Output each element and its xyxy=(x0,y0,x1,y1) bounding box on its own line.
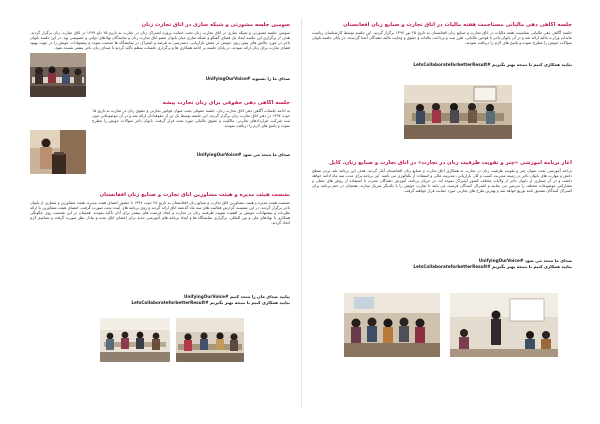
article-title: سومین جلسه مشورتی و شبکه سازی در اتاق تجارت زنان xyxy=(141,22,290,28)
photo-training-group xyxy=(344,293,440,357)
article-body: به ادامه جلسات آگاهی دهی اتاق تجارت زنان، جلسه حقوقی تحت عنوان قوانین تجارتی و حقوق زنان در تجارت به تاریخ ۱۵ حوت ۱۳۹۷ در دفتر اتاق تجارت زنان برگزار گردید. این جلسه توسط یک تن از حقوقدانان ارائه شد و در آن موضوعاتی چون ثبت شرکت، قراردادهای تجارتی، مالکیت و حقوق مالیاتی مورد بحث قرار گرفت. بانوان تاجر سوالات خویش را مطرح نموده و پاسخ های لازم را دریافت نمودند. xyxy=(92,108,290,129)
photo-board-meeting-right xyxy=(176,318,244,362)
article-body: سومین جلسه مشورتی و شبکه سازی در اتاق تجارت زنان تحت حمایت پروژه اشتراک زنان در تجارت به تاریخ ۲۵ دلو ۱۳۹۷ در اتاق تجارت زنان برگزار گردید. هدف از برگزاری این جلسه ایجاد یک فضای گفتگو و شبکه سازی میان بانوان عضو اتاق تجارت زنان و نمایندگان نهادهای دولتی و خصوصی بود. در این جلسه بانوان تاجر در مورد چالش های پیش روی خویش در بخش بازاریابی، دسترسی به قرضه و اشتراک در نمایشگاه ها صحبت نموده و پیشنهادات خویش را در جهت بهبود فضای تجارت برای زنان ارائه نمودند. در پایان جلسه بر ادامه همکاری ها و برگزاری جلسات منظم تأکید گردید تا صدای زنان تاجر بیشتر شنیده شود. xyxy=(30,30,290,51)
article-body: نشست هیئت مدیره و هیئت مشاورین اتاق تجارت و صنایع زنان افغانستان به تاریخ ۲۸ حوت ۱۳۹۷ با حضور اعضای هیئت مدیره، هیئت مشاورین و شماری از بانوان تاجر برگزار گردید. در این نشست گزارش فعالیت های سه ماه گذشته اتاق ارائه گردید و روی برنامه های آینده بحث صورت گرفت. اعضای هیئت مشاورین با ارائه نظریات و پیشنهادات خویش بر اهمیت تقویت ظرفیت زنان در تجارت و ایجاد فرصت های بیشتر برای آنان تأکید نمودند. همچنان در این نشست روی چگونگی همکاری با نهادهای ملی و بین المللی، برگزاری نمایشگاه ها و ایجاد برنامه های آموزشی جدید برای اعضای اتاق بحث و تبادل نظر صورت گرفت و تصامیم لازم اتخاذ گردید. xyxy=(30,200,290,226)
hashtag-line: بیایید همکاری کنیم تا نتیجه بهتر بگیریم #LetsCollaborateforbetterResult xyxy=(413,263,572,269)
photo-board-meeting-left xyxy=(100,318,170,362)
column-divider xyxy=(301,18,302,408)
photo-trainer-presentation xyxy=(450,293,558,357)
photo-tax-session xyxy=(404,85,512,139)
article-left-1-text-beside-photo xyxy=(92,70,290,81)
article-right-1 xyxy=(312,22,572,68)
photo-speaker-podium xyxy=(30,130,86,174)
article-right-2 xyxy=(312,160,572,269)
hashtag-line: صدای ما را بشنوید #UnifyingOurVoice xyxy=(205,76,290,81)
article-left-1 xyxy=(30,22,290,30)
article-title: جلسه آگاهی دهی مالیاتی مستاجمت هفته مالیات در اتاق تجارت و صنایع زنان افغانستان xyxy=(343,22,572,28)
hashtag-line: بیایید همکاری کنیم تا نتیجه بهتر بگیریم #LetsCollaborateforbetterResult xyxy=(413,62,572,68)
hashtag-line: صدای ما متحد می شود #UnifyingOurVoice xyxy=(196,152,290,158)
hashtag-line: بیایید همکاری کنیم تا نتیجه بهتر بگیریم #LetsCollaborateforbetterResult xyxy=(131,299,290,305)
hashtag-line: صدای ما متحد می شود #UnifyingOurVoice xyxy=(478,258,572,264)
article-body: جلسه آگاهی دهی مالیاتی بمناسبت هفته مالیات در اتاق تجارت و صنایع زنان افغانستان به تاریخ ۲۵ ثور ۱۳۹۷ برگزار گردید. این جلسه توسط کارشناسان ریاست عایدات وزارت مالیه ارائه شد و در آن بانوان تاجر با قوانین مالیاتی، طرز ثبت و پرداخت مالیات و حقوق و وجایب مالیه دهندگان آشنا گردیدند. در پایان جلسه بانوان سوالات خویش را مطرح نموده و پاسخ های لازم را دریافت نمودند. xyxy=(312,30,572,46)
article-left-2 xyxy=(92,100,290,158)
article-title: جلسه آگاهی دهی حقوقی برای زنان تجارت پیشه xyxy=(162,100,290,106)
article-left-3 xyxy=(30,192,290,305)
hashtag-line: بیایید صدای مان را متحد کنیم #UnifyingOurVoice xyxy=(183,294,290,300)
article-title: نشست هیئت مدیره و هیئت مشاورین اتاق تجارت و صنایع زنان افغانستان xyxy=(99,192,290,198)
photo-meeting-group xyxy=(30,53,86,97)
article-title: آغاز برنامه آموزشی «چتر و تقویت ظرفیت زنان در تجارت» در اتاق تجارت و صنایع زنان، کابل xyxy=(329,160,572,166)
article-body: برنامه آموزشی تحت عنوان چتر و تقویت ظرفیت زنان در تجارت به همکاری اتاق تجارت و صنایع زنان افغانستان آغاز گردید. هدف این برنامه بلند بردن سطح دانش و مهارت های بانوان تاجر در زمینه مدیریت کسب و کار، بازاریابی، مدیریت مالی و استفاده از تکنالوژی می باشد. این برنامه برای مدت سه ماه ادامه خواهد داشت و در آن شماری از بانوان تاجر از ولایات مختلف کشور اشتراک نموده اند. در جریان برنامه، آموزش دهندگان مجرب با استفاده از روش های عملی و مشارکتی موضوعات مختلف را تدریس می نمایند و اشتراک کنندگان فرصت می یابند تا تجارب خویش را با یکدیگر شریک سازند. همچنان در ختم برنامه برای اشتراک کنندگان تصدیق نامه توزیع خواهد شد و بهترین طرح های تجارتی مورد حمایت قرار خواهند گرفت. xyxy=(312,168,572,194)
